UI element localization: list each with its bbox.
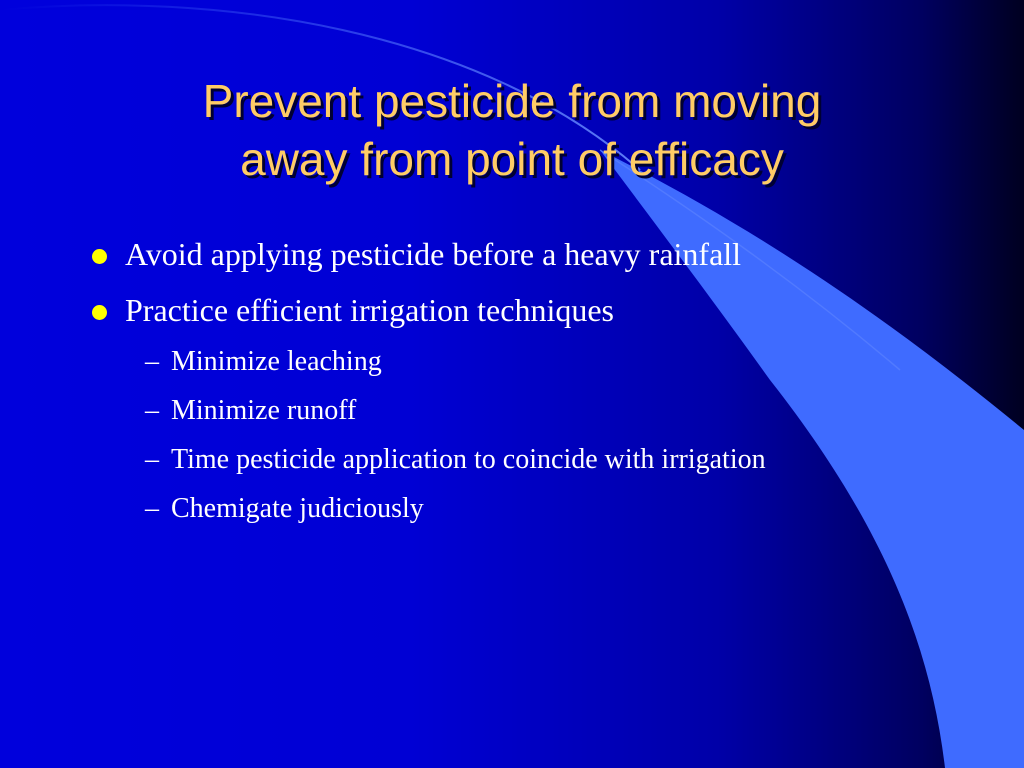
sub-bullet-text: Minimize leaching bbox=[171, 346, 382, 377]
slide-title-line-2: away from point of efficacy bbox=[240, 133, 784, 185]
sub-bullet-dash: – bbox=[145, 346, 159, 377]
sub-bullet-text: Minimize runoff bbox=[171, 395, 357, 426]
slide-title-line-1: Prevent pesticide from moving bbox=[202, 75, 822, 127]
bullet-text: Practice efficient irrigation techniques bbox=[125, 292, 614, 328]
bullet-text: Avoid applying pesticide before a heavy rainfall bbox=[125, 236, 742, 272]
sub-bullet-dash: – bbox=[145, 444, 159, 475]
sub-bullet-text: Chemigate judiciously bbox=[171, 493, 424, 524]
sub-bullet-text: Time pesticide application to coincide with irrigation bbox=[171, 444, 766, 475]
sub-bullet-dash: – bbox=[145, 395, 159, 426]
bullet-dot-icon bbox=[92, 249, 107, 264]
bullet-dot-icon bbox=[92, 305, 107, 320]
sub-bullet-dash: – bbox=[145, 493, 159, 524]
